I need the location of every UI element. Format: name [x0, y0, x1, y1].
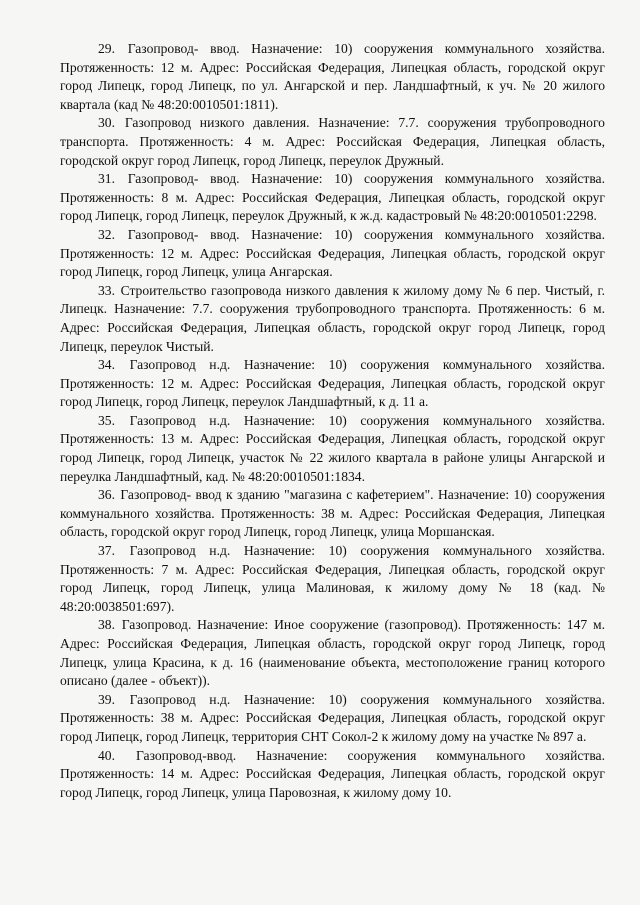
item-text: Газопровод н.д. Назначение: 10) сооружения коммунального хозяйства. Протяженность: 38 м. Адрес: Российская Федерация, Липецкая область, городской округ город Липецк, город Липецк, территория СНТ Сокол-2 к жилому дому на участке № 897 а.: [60, 691, 605, 744]
item-number: 29.: [98, 41, 115, 56]
item-text: Газопровод. Назначение: Иное сооружение (газопровод). Протяженность: 147 м. Адрес: Российская Федерация, Липецкая область, городской округ город Липецк, город Липецк, улица Красина, к д. 16 (наименование объекта, местоположение границ которого описано (далее - объект)).: [60, 617, 605, 689]
item-text: Газопровод низкого давления. Назначение: 7.7. сооружения трубопроводного транспорта. Протяженность: 4 м. Адрес: Российская Федерация, Липецкая область, городской округ город Липецк, город Липецк, переулок Дружный.: [60, 115, 605, 168]
list-item: [60, 356, 605, 412]
item-text: Газопровод-ввод. Назначение: сооружения коммунального хозяйства. Протяженность: 14 м. Адрес: Российская Федерация, Липецкая область, городской округ город Липецк, город Липецк, улица Паровозная, к жилому дому 10.: [60, 747, 605, 800]
list-item: [60, 616, 605, 690]
list-item: [60, 170, 605, 226]
list-item: [60, 40, 605, 114]
item-number: 39.: [98, 691, 115, 707]
item-number: 31.: [98, 171, 115, 187]
document-body: [60, 40, 605, 802]
item-number: 34.: [98, 357, 115, 373]
item-number: 38.: [98, 617, 115, 633]
list-item: [60, 226, 605, 282]
item-text: Газопровод- ввод. Назначение: 10) сооружения коммунального хозяйства. Протяженность: 12 м. Адрес: Российская Федерация, Липецкая область, городской округ город Липецк, город Липецк, улица Ангарская.: [60, 226, 605, 280]
item-number: 37.: [98, 543, 115, 559]
item-text: Газопровод- ввод. Назначение: 10) сооружения коммунального хозяйства. Протяженность: 8 м. Адрес: Российская Федерация, Липецкая область, городской округ город Липецк, город Липецк, переулок Дружный, к ж.д. кадастровый № 48:20:0010501:2298.: [60, 171, 605, 224]
item-text: Газопровод н.д. Назначение: 10) сооружения коммунального хозяйства. Протяженность: 12 м. Адрес: Российская Федерация, Липецкая область, городской округ город Липецк, город Липецк, переулок Ландшафтный, к д. 11 а.: [60, 357, 605, 410]
list-item: [60, 486, 605, 542]
list-item: [60, 747, 605, 803]
list-item: [60, 412, 605, 486]
item-number: 32.: [98, 226, 115, 242]
item-text: Газопровод- ввод. Назначение: 10) сооружения коммунального хозяйства. Протяженность: 12 м. Адрес: Российская Федерация, Липецкая область, городской округ город Липецк, город Липецк, по ул. Ангарской и пер. Ландшафтный, к уч. № 20 жилого квартала (кад № 48:20:0010501:1811).: [60, 41, 605, 112]
item-number: 35.: [98, 412, 115, 428]
list-item: [60, 542, 605, 616]
item-number: 30.: [98, 115, 115, 131]
item-number: 33.: [98, 282, 115, 298]
item-text: Строительство газопровода низкого давления к жилому дому № 6 пер. Чистый, г. Липецк. Назначение: 7.7. сооружения трубопроводного транспорта. Протяженность: 6 м. Адрес: Российская Федерация, Липецкая область, городской округ город Липецк, город Липецк, переулок Чистый.: [60, 282, 605, 354]
list-item: [60, 691, 605, 747]
item-text: Газопровод н.д. Назначение: 10) сооружения коммунального хозяйства. Протяженность: 13 м. Адрес: Российская Федерация, Липецкая область, городской округ город Липецк, город Липецк, участок № 22 жилого квартала в районе улицы Ангарской и переулка Ландшафтный, кад. № 48:20:0010501:1834.: [60, 412, 605, 484]
item-text: Газопровод н.д. Назначение: 10) сооружения коммунального хозяйства. Протяженность: 7 м. Адрес: Российская Федерация, Липецкая область, городской округ город Липецк, город Липецк, улица Малиновая, к жилому дому № 18 (кад. № 48:20:0038501:697).: [60, 543, 605, 614]
item-number: 40.: [98, 747, 115, 763]
item-number: 36.: [98, 487, 115, 503]
item-text: Газопровод- ввод к зданию "магазина с кафетерием". Назначение: 10) сооружения коммунального хозяйства. Протяженность: 38 м. Адрес: Российская Федерация, Липецкая область, городской округ город Липецк, город Липецк, улица Моршанская.: [60, 487, 605, 540]
list-item: [60, 114, 605, 170]
list-item: [60, 282, 605, 356]
